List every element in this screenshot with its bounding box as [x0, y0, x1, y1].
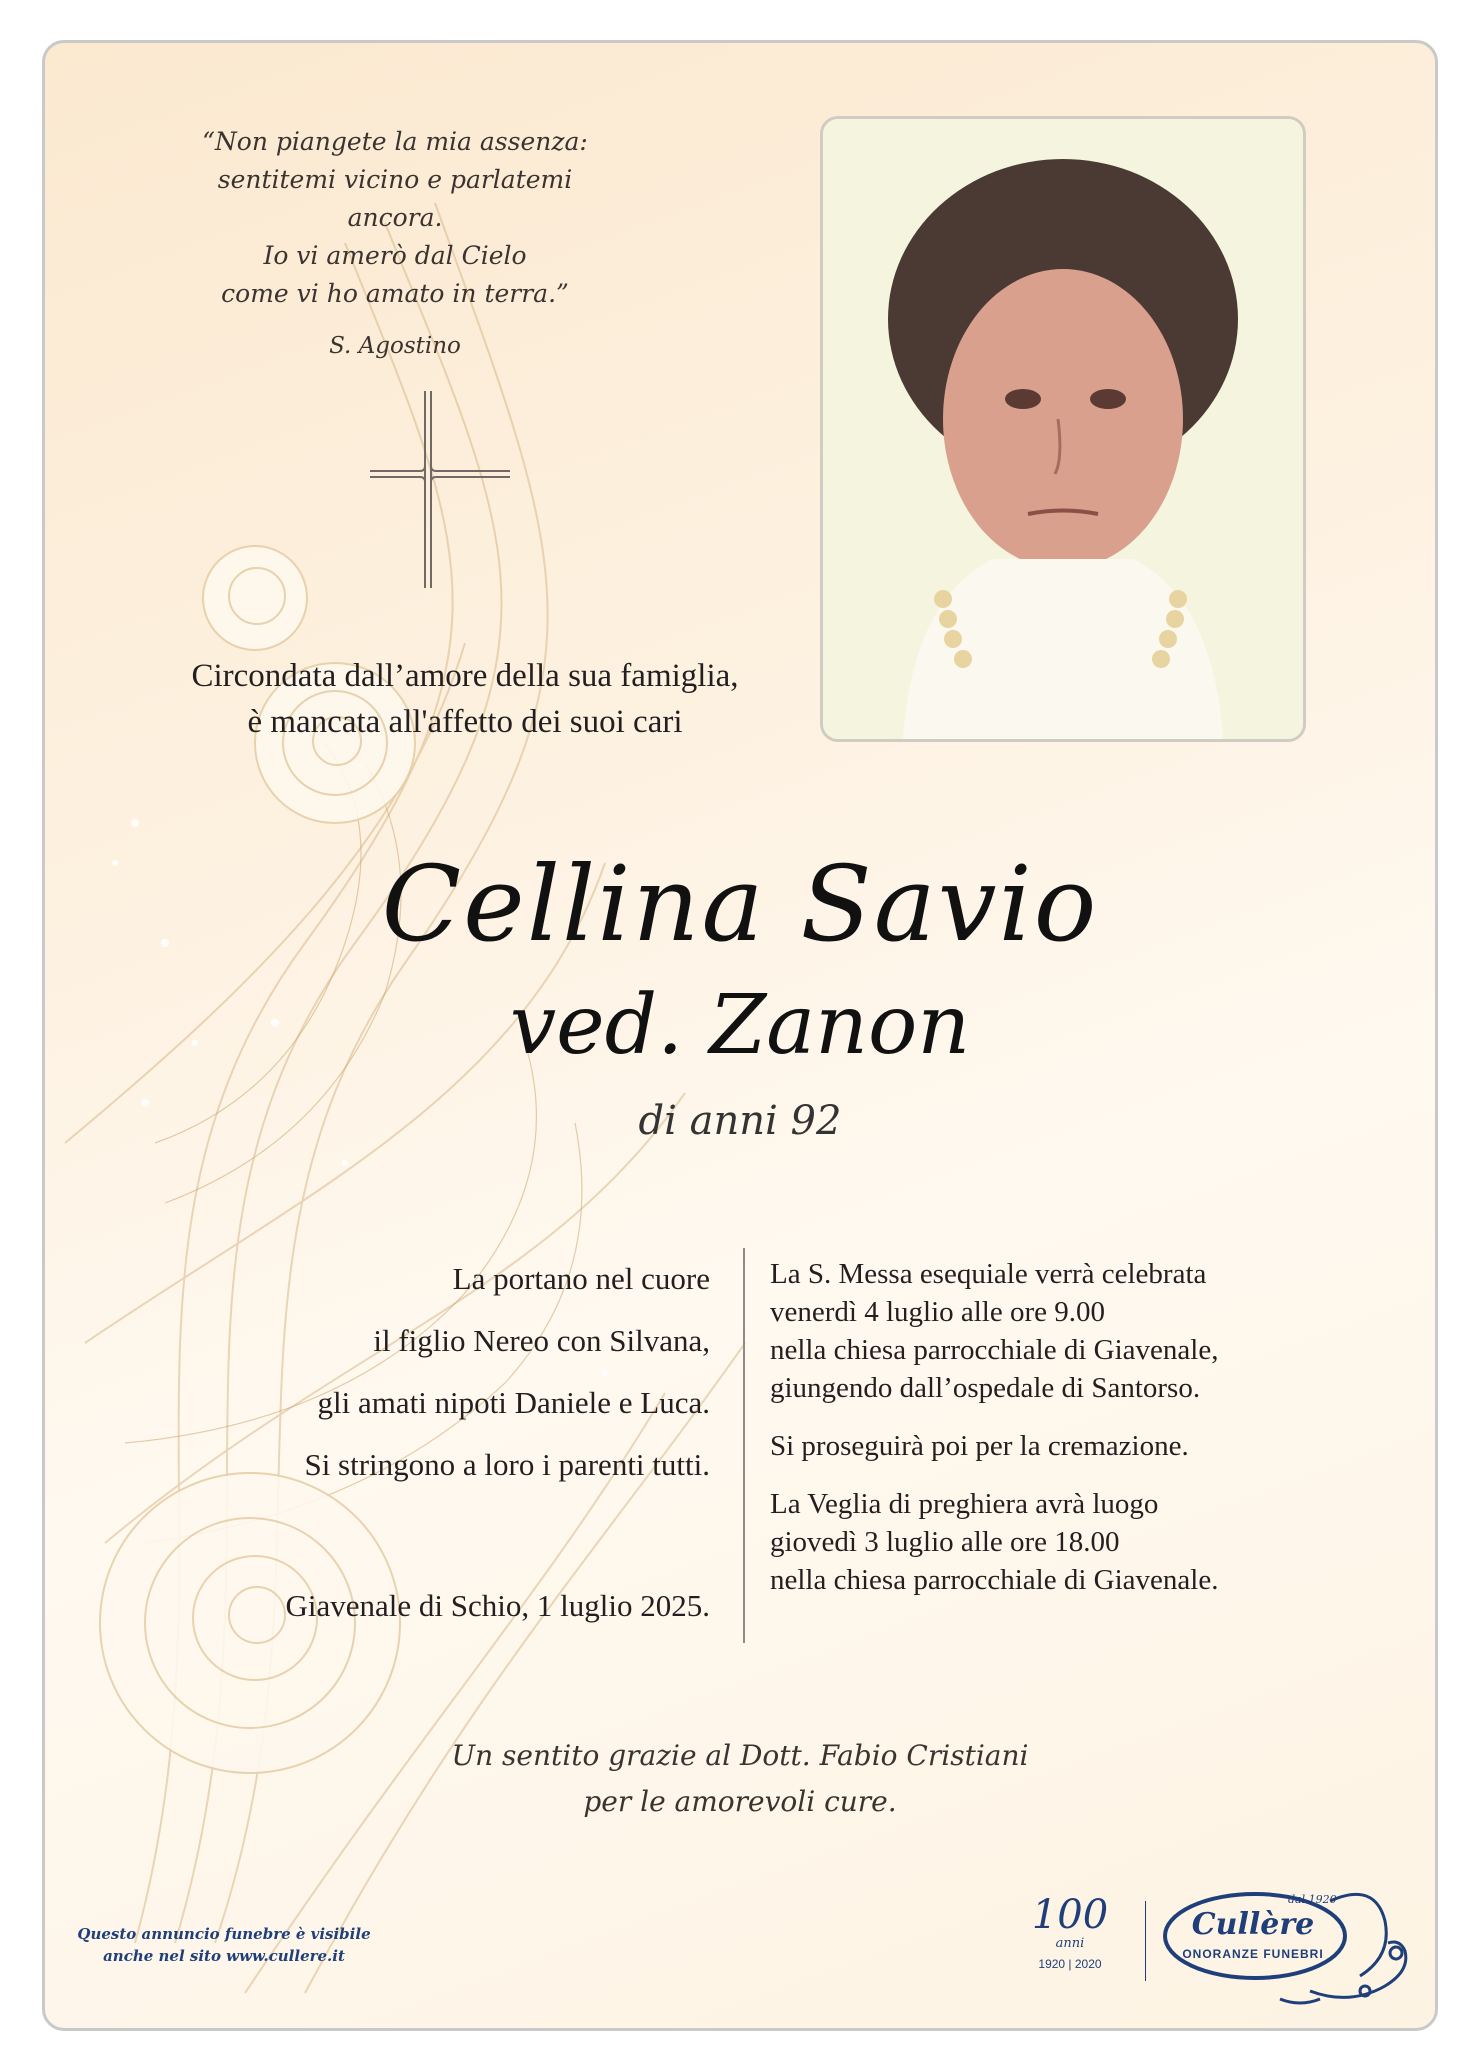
cremation-line: Si proseguirà poi per la cremazione.	[770, 1430, 1189, 1462]
website-note-line: Questo annuncio funebre è visibile	[77, 1925, 371, 1943]
married-name: ved. Zanon	[509, 978, 971, 1073]
company-brand: Cullère	[1191, 1907, 1315, 1942]
company-tagline: ONORANZE FUNEBRI	[1182, 1947, 1324, 1961]
family-line: La portano nel cuore	[452, 1261, 710, 1296]
quote-line: sentitemi vicino e parlatemi ancora.	[217, 165, 573, 232]
mass-paragraph	[770, 1255, 1390, 1407]
mass-line: nella chiesa parrocchiale di Giavenale,	[770, 1334, 1219, 1366]
thanks-text	[45, 1733, 1435, 1825]
ceremony-block	[770, 1255, 1390, 1619]
intro-text	[145, 653, 785, 745]
quote	[175, 123, 615, 365]
mass-line: La S. Messa esequiale verrà celebrata	[770, 1258, 1207, 1290]
family-line: Si stringono a loro i parenti tutti.	[304, 1447, 710, 1482]
logo-separator	[1145, 1901, 1146, 1981]
column-divider	[743, 1248, 745, 1643]
mass-line: venerdì 4 luglio alle ore 9.00	[770, 1296, 1106, 1328]
deceased-age: di anni 92	[638, 1098, 842, 1144]
vigil-paragraph	[770, 1485, 1390, 1599]
quote-author: S. Agostino	[329, 333, 461, 359]
cross-icon	[370, 383, 510, 593]
portrait-photo	[820, 116, 1306, 742]
thanks-line: per le amorevoli cure.	[583, 1785, 897, 1818]
family-line: il figlio Nereo con Silvana,	[373, 1323, 710, 1358]
mass-line: giungendo dall’ospedale di Santorso.	[770, 1372, 1201, 1404]
quote-line: Io vi amerò dal Cielo	[263, 241, 527, 270]
anniversary-word: anni	[1055, 1936, 1085, 1951]
vigil-line: giovedì 3 luglio alle ore 18.00	[770, 1526, 1120, 1558]
anniversary-number: 100	[1031, 1892, 1109, 1938]
intro-line: Circondata dall’amore della sua famiglia,	[191, 658, 739, 694]
obituary-card	[42, 40, 1438, 2031]
website-note-line: anche nel sito www.cullere.it	[103, 1947, 345, 1965]
place-date: Giavenale di Schio, 1 luglio 2025.	[285, 1588, 710, 1623]
intro-line: è mancata all'affetto dei suoi cari	[247, 704, 683, 740]
website-note	[59, 1923, 389, 1967]
cremation-paragraph	[770, 1427, 1390, 1465]
family-line: gli amati nipoti Daniele e Luca.	[317, 1385, 710, 1420]
vigil-line: La Veglia di preghiera avrà luogo	[770, 1488, 1159, 1520]
vigil-line: nella chiesa parrocchiale di Giavenale.	[770, 1564, 1219, 1596]
anniversary-logo	[1015, 1893, 1125, 1988]
company-logo	[1160, 1881, 1425, 2011]
quote-line: “Non piangete la mia assenza:	[202, 127, 588, 156]
family-block	[150, 1248, 710, 1496]
deceased-name: Cellina Savio	[381, 843, 1099, 965]
thanks-line: Un sentito grazie al Dott. Fabio Cristiani	[451, 1739, 1029, 1772]
quote-line: come vi ho amato in terra.”	[221, 279, 569, 308]
anniversary-years: 1920 | 2020	[1038, 1957, 1102, 1971]
company-since: dal 1920	[1288, 1893, 1337, 1906]
